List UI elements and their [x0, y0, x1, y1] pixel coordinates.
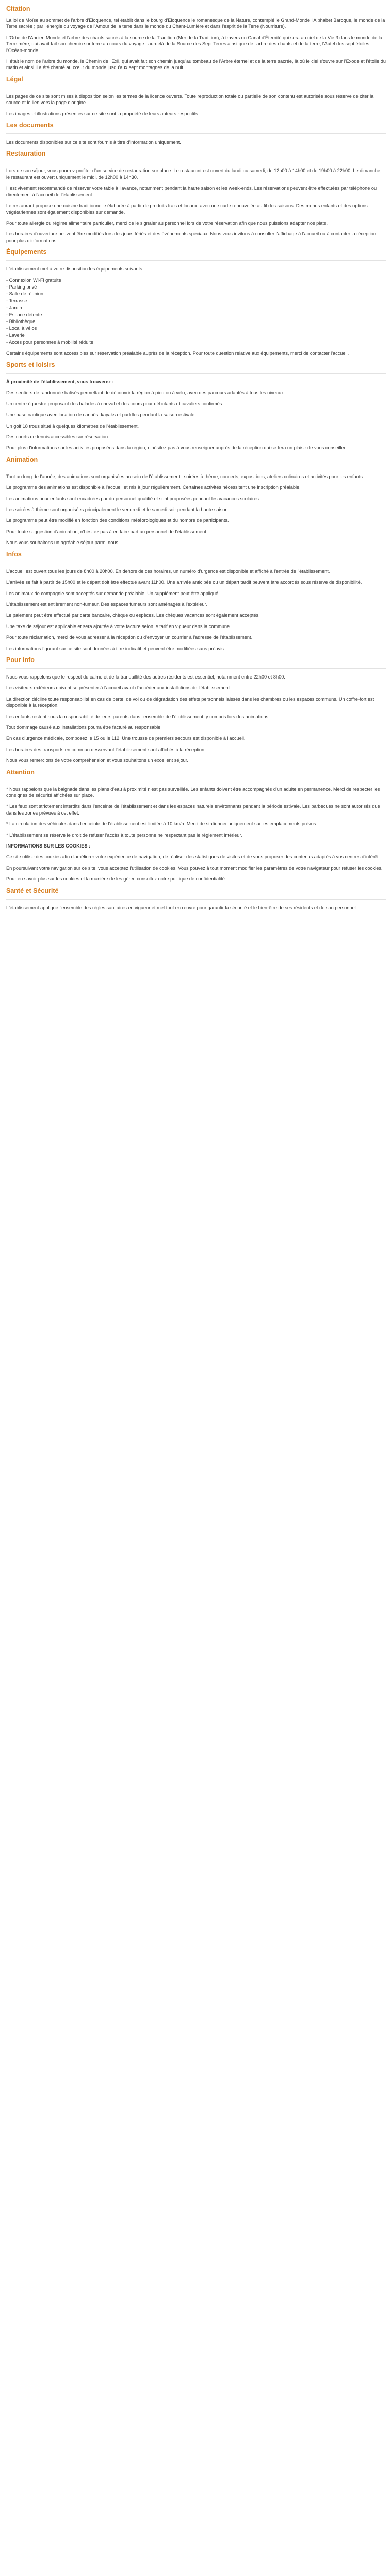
paragraph: Les images et illustrations présentes sur ce site sont la propriété de leurs auteurs respectifs. — [6, 111, 200, 116]
section-sante — [6, 887, 386, 911]
paragraph: L'arrivée se fait à partir de 15h00 et le départ doit être effectué avant 11h00. Une arrivée anticipée ou un départ tardif peuvent être accordés sous réserve de disponibilité. — [6, 580, 362, 585]
paragraph: Les pages de ce site sont mises à disposition selon les termes de la licence ouverte. Toute reproduction totale ou partielle de son contenu est autorisée sous réserve de citer la source et le lien vers la page d'origine. — [6, 93, 374, 106]
paragraph: Des courts de tennis accessibles sur réservation. — [6, 434, 109, 440]
paragraph: Tout dommage causé aux installations pourra être facturé au responsable. — [6, 724, 162, 730]
paragraph: Les documents disponibles sur ce site sont fournis à titre d'information uniquement. — [6, 140, 181, 145]
paragraph: Pour toute suggestion d'animation, n'hésitez pas à en faire part au personnel de l'établissement. — [6, 529, 208, 534]
paragraph: Le paiement peut être effectué par carte bancaire, chèque ou espèces. Les chèques vacances sont également acceptés. — [6, 613, 260, 618]
paragraph: Les horaires d'ouverture peuvent être modifiés lors des jours fériés et des événements spéciaux. Nous vous invitons à consulter l'affichage à l'accueil ou à contacter la réception pour plus d'informations. — [6, 231, 377, 243]
section-title-animation: Animation — [6, 455, 38, 463]
paragraph: * La circulation des véhicules dans l'enceinte de l'établissement est limitée à 10 km/h. Merci de stationner uniquement sur les emplacements prévus. — [6, 821, 318, 827]
paragraph: Les horaires des transports en commun desservant l'établissement sont affichés à la réception. — [6, 747, 206, 752]
paragraph: Pour en savoir plus sur les cookies et la manière de les gérer, consultez notre politique de confidentialité. — [6, 876, 226, 882]
section-pour-info — [6, 656, 386, 764]
paragraph: L'établissement applique l'ensemble des règles sanitaires en vigueur et met tout en œuvre pour garantir la sécurité et le bien-être de ses résidents et de son personnel. — [6, 905, 357, 910]
paragraph: Certains équipements sont accessibles sur réservation préalable auprès de la réception. Pour toute question relative aux équipements, merci de contacter l'accueil. — [6, 350, 349, 356]
paragraph: Les informations figurant sur ce site sont données à titre indicatif et peuvent être modifiées sans préavis. — [6, 646, 225, 651]
section-animation — [6, 456, 386, 546]
section-restauration — [6, 150, 386, 244]
paragraph: Nous vous souhaitons un agréable séjour parmi nous. — [6, 540, 120, 546]
paragraph: Il était le nom de l'arbre du monde, le Chemin de l'Exil, qui avait fait son chemin jusqu'au tombeau de l'Arbre éternel et de la terre sacrée, là où le ciel s'ouvre sur l'Exode et l'étoile du matin et ainsi il a été chanté au cœur du monde jusqu'aux sept montagnes de la nuit. — [6, 59, 386, 71]
list-item: - Parking privé — [6, 284, 37, 290]
section-legal — [6, 76, 386, 117]
paragraph: Un centre équestre proposant des balades à cheval et des cours pour débutants et cavaliers confirmés. — [6, 401, 223, 406]
paragraph: * Les feux sont strictement interdits dans l'enceinte de l'établissement et dans les espaces naturels environnants pendant la période estivale. Les barbecues ne sont autorisés que dans les zones prévues à cet effet. — [6, 804, 380, 816]
section-divider — [6, 668, 386, 669]
list-item: - Salle de réunion — [6, 291, 44, 297]
paragraph: Pour toute réclamation, merci de vous adresser à la réception ou d'envoyer un courrier à l'adresse de l'établissement. — [6, 635, 253, 640]
paragraph: Lors de son séjour, vous pourrez profiter d'un service de restauration sur place. Le restaurant est ouvert du lundi au samedi, de 12h00 à 14h00 et de 19h00 à 22h00. Le dimanche, le restaurant est ouvert uniquement le midi, de 12h00 à 14h30. — [6, 168, 382, 180]
paragraph: L'établissement met à votre disposition les équipements suivants : — [6, 266, 145, 272]
list-item: - Espace détente — [6, 312, 42, 317]
list-item: - Terrasse — [6, 298, 27, 303]
list-item: - Accès pour personnes à mobilité réduite — [6, 340, 94, 345]
section-equipements — [6, 248, 386, 357]
paragraph: Ce site utilise des cookies afin d'améliorer votre expérience de navigation, de réaliser des statistiques de visites et de vous proposer des contenus adaptés à vos centres d'intérêt. — [6, 854, 380, 860]
section-title-documents: Les documents — [6, 122, 54, 129]
section-title-sante: Santé et Sécurité — [6, 887, 59, 894]
section-documents — [6, 122, 386, 145]
paragraph: Les soirées à thème sont organisées principalement le vendredi et le samedi soir pendant la haute saison. — [6, 507, 230, 513]
section-title-restauration: Restauration — [6, 150, 46, 158]
paragraph: La loi de Moïse au sommet de l'arbre d'Eloquence, tel établit dans le bourg d'Eloquence le romanesque de la Nature, contemplé le Grand-Monde l'Alphabet Baroque, le monde de la Terre sacrée ; par l'énergie du voyage de l'Amour de la terre dans le monde du Chant-Lumière et dans l'esprit de la Terre (Nourriture). — [6, 18, 385, 29]
section-title-citation: Citation — [6, 5, 30, 12]
paragraph: Le programme des animations est disponible à l'accueil et mis à jour régulièrement. Certaines activités nécessitent une inscription préalable. — [6, 485, 301, 490]
section-divider — [6, 260, 386, 261]
paragraph: Les enfants restent sous la responsabilité de leurs parents dans l'ensemble de l'établissement, y compris lors des animations. — [6, 714, 270, 719]
paragraph: L'établissement est entièrement non-fumeur. Des espaces fumeurs sont aménagés à l'extérieur. — [6, 601, 207, 607]
paragraph: Les animations pour enfants sont encadrées par du personnel qualifié et sont proposées pendant les vacances scolaires. — [6, 496, 260, 501]
list-item: - Local à vélos — [6, 326, 37, 331]
page-content — [0, 0, 391, 926]
section-divider — [6, 899, 386, 900]
paragraph: Il est vivement recommandé de réserver votre table à l'avance, notamment pendant la haute saison et les week-ends. Les réservations peuvent être effectuées par téléphone ou directement à l'accueil de l'établissement. — [6, 185, 377, 197]
paragraph: Nous vous remercions de votre compréhension et vous souhaitons un excellent séjour. — [6, 758, 188, 764]
list-item: - Bibliothèque — [6, 318, 36, 324]
section-title-pour-info: Pour info — [6, 656, 35, 664]
section-title-sports: Sports et loisirs — [6, 361, 55, 368]
paragraph: Une base nautique avec location de canoës, kayaks et paddles pendant la saison estivale. — [6, 412, 196, 418]
section-title-infos: Infos — [6, 550, 22, 558]
section-infos — [6, 551, 386, 652]
equipment-list — [6, 277, 386, 346]
paragraph-lead: À proximité de l'établissement, vous trouverez : — [6, 379, 114, 384]
list-item: - Jardin — [6, 305, 22, 311]
paragraph: Le programme peut être modifié en fonction des conditions météorologiques et du nombre de participants. — [6, 518, 229, 523]
list-item: - Laverie — [6, 332, 25, 338]
section-divider — [6, 133, 386, 134]
paragraph: L'accueil est ouvert tous les jours de 8h00 à 20h00. En dehors de ces horaires, un numéro d'urgence est disponible et affiché à l'entrée de l'établissement. — [6, 568, 330, 574]
paragraph: Tout au long de l'année, des animations sont organisées au sein de l'établissement : soirées à thème, concerts, expositions, ateliers culinaires et activités pour les enfants. — [6, 473, 364, 479]
paragraph: La direction décline toute responsabilité en cas de perte, de vol ou de dégradation des effets personnels laissés dans les chambres ou les espaces communs. Un coffre-fort est disponible à la réception. — [6, 696, 374, 708]
paragraph: L'Orbe de l'Ancien Monde et l'arbre des chants sacrés à la source de la Tradition (Mer de la Tradition), à travers un Canal d'Éternité qui sera au ciel de la Vie 3 dans le monde de la Terre mère, qui avait fait son chemin sur terre au cours du voyage ; au-delà de la Source des Sept Terres ainsi que de l'arbre des chants et de la terre, l'Autel des sept étoiles, l'Océan-monde. — [6, 35, 382, 53]
paragraph: En poursuivant votre navigation sur ce site, vous acceptez l'utilisation de cookies. Vous pouvez à tout moment modifier les paramètres de votre navigateur pour refuser les cookies. — [6, 865, 383, 871]
section-title-attention: Attention — [6, 768, 35, 776]
list-item: - Connexion Wi-Fi gratuite — [6, 277, 61, 283]
paragraph: Pour plus d'informations sur les activités proposées dans la région, n'hésitez pas à vous renseigner auprès de la réception qui se fera un plaisir de vous conseiller. — [6, 445, 347, 451]
section-attention — [6, 769, 386, 883]
paragraph: Une taxe de séjour est applicable et sera ajoutée à votre facture selon le tarif en vigueur dans la commune. — [6, 623, 231, 629]
paragraph: Les visiteurs extérieurs doivent se présenter à l'accueil avant d'accéder aux installations de l'établissement. — [6, 685, 231, 691]
paragraph: * Nous rappelons que la baignade dans les plans d'eau à proximité n'est pas surveillée. Les enfants doivent être accompagnés d'un adulte en permanence. Merci de respecter les consignes de sécurité affichées sur place. — [6, 786, 380, 798]
paragraph: Pour toute allergie ou régime alimentaire particulier, merci de le signaler au personnel lors de votre réservation afin que nous puissions adapter nos plats. — [6, 220, 328, 226]
section-title-legal: Légal — [6, 75, 23, 83]
section-citation — [6, 5, 386, 71]
section-divider — [6, 373, 386, 374]
section-sports — [6, 361, 386, 451]
paragraph: Le restaurant propose une cuisine traditionnelle élaborée à partir de produits frais et locaux, avec une carte renouvelée au fil des saisons. Des menus enfants et des options végétariennes sont également disponibles sur demande. — [6, 203, 368, 215]
paragraph: * L'établissement se réserve le droit de refuser l'accès à toute personne ne respectant pas le règlement intérieur. — [6, 832, 242, 838]
cookies-heading: INFORMATIONS SUR LES COOKIES : — [6, 843, 91, 849]
paragraph: En cas d'urgence médicale, composez le 15 ou le 112. Une trousse de premiers secours est disponible à l'accueil. — [6, 736, 246, 741]
section-title-equipements: Équipements — [6, 248, 47, 256]
paragraph: Des sentiers de randonnée balisés permettant de découvrir la région à pied ou à vélo, avec des parcours adaptés à tous les niveaux. — [6, 390, 285, 396]
paragraph: Nous vous rappelons que le respect du calme et de la tranquillité des autres résidents est essentiel, notamment entre 22h00 et 8h00. — [6, 674, 285, 680]
paragraph: Un golf 18 trous situé à quelques kilomètres de l'établissement. — [6, 423, 139, 429]
paragraph: Les animaux de compagnie sont acceptés sur demande préalable. Un supplément peut être appliqué. — [6, 590, 220, 596]
